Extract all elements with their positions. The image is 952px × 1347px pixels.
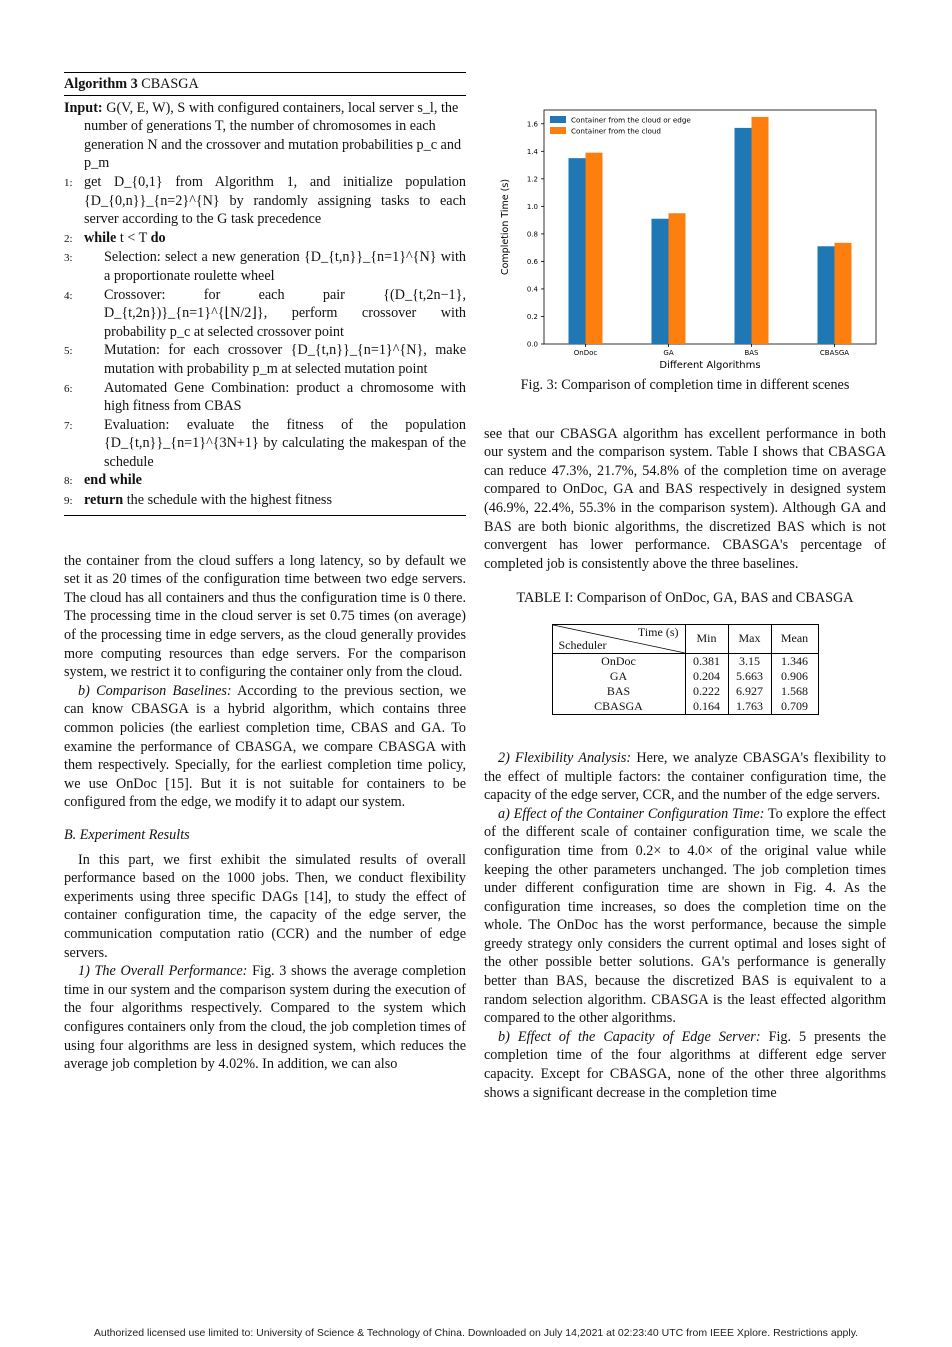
algorithm-title bbox=[64, 73, 466, 96]
algorithm-line bbox=[64, 286, 466, 342]
line-text bbox=[84, 173, 466, 229]
bar-ondoc-series-1 bbox=[569, 158, 586, 344]
bar-bas-series-2 bbox=[752, 117, 769, 344]
table-header-row bbox=[552, 624, 818, 653]
line-text bbox=[84, 379, 466, 416]
capacity-text: Fig. 5 presents the completion time of the four algorithms at different edge server capacity. Except for CBASGA, none of the other three algorithms shows a significant decrease in the completion time bbox=[484, 1028, 886, 1101]
x-axis-label: Different Algorithms bbox=[659, 360, 761, 371]
right-column bbox=[484, 72, 886, 1102]
line-text bbox=[84, 286, 466, 342]
algorithm-line bbox=[64, 491, 466, 511]
table-cell-max: 1.763 bbox=[728, 699, 771, 715]
table-row bbox=[552, 699, 818, 715]
line-body: t < T bbox=[119, 229, 148, 246]
table-cell-mean: 0.906 bbox=[771, 669, 818, 684]
legend-label-2: Container from the cloud bbox=[571, 126, 661, 136]
section-heading: B. Experiment Results bbox=[64, 826, 190, 843]
table-cell-mean: 0.709 bbox=[771, 699, 818, 715]
overall-text: Fig. 3 shows the average completion time in our system and the comparison system during the execution of the four algorithms respectively. Compared to the system which configures containers only from the cloud, the job completion times of using four algorithms are less in designed system, which reduces the average job completion by 4.02%. In addition, we can also bbox=[64, 963, 466, 1073]
algorithm-lines bbox=[64, 173, 466, 511]
bar-ga-series-2 bbox=[669, 213, 686, 344]
y-tick-label: 0.6 bbox=[526, 257, 538, 266]
algorithm-line bbox=[64, 471, 466, 491]
y-axis-label: Completion Time (s) bbox=[500, 178, 511, 276]
header-max: Max bbox=[728, 624, 771, 653]
line-number: 9: bbox=[64, 495, 73, 508]
header-mean: Mean bbox=[771, 624, 818, 653]
x-tick-label: BAS bbox=[744, 349, 759, 357]
table-row bbox=[552, 669, 818, 684]
line-number: 3: bbox=[64, 252, 73, 265]
footer-notice: Authorized licensed use limited to: University of Science & Technology of China. Downloaded on July 14,2021 at 02:23:40 UTC from IEEE Xplore. Restrictions apply. bbox=[93, 1327, 859, 1339]
line-body: get D_{0,1} from Algorithm 1, and initialize population {D_{0,n}}_{n=2}^{N} by randomly assigning tasks to each server according to the G task precedence bbox=[84, 173, 466, 228]
input-label: Input: bbox=[64, 99, 103, 116]
results-table bbox=[552, 624, 819, 715]
line-number: 2: bbox=[64, 232, 73, 245]
line-text bbox=[84, 491, 466, 510]
y-tick-label: 0.2 bbox=[526, 312, 538, 321]
capacity-heading: b) Effect of the Capacity of Edge Server: bbox=[498, 1028, 761, 1045]
overall-heading: 1) The Overall Performance: bbox=[78, 963, 248, 980]
y-tick-label: 1.2 bbox=[526, 175, 538, 184]
line-text bbox=[84, 229, 466, 248]
left-paragraph-4 bbox=[64, 962, 466, 1074]
line-number: 1: bbox=[64, 176, 73, 189]
flexibility-heading: 2) Flexibility Analysis: bbox=[498, 749, 632, 766]
left-paragraph-3: In this part, we first exhibit the simulated results of overall performance based on the 1000 jobs. Then, we conduct flexibility experiments using three specific DAGs [14], to study the effect of container configuration time, the capacity of the edge server, the communication computation ratio (CCR) and the number of edge servers. bbox=[64, 851, 466, 961]
header-min: Min bbox=[685, 624, 728, 653]
table-cell-mean: 1.346 bbox=[771, 653, 818, 669]
y-tick-label: 0.4 bbox=[526, 285, 538, 294]
left-paragraph-2 bbox=[64, 682, 466, 812]
table-caption: TABLE I: Comparison of OnDoc, GA, BAS and CBASGA bbox=[516, 590, 854, 607]
line-keyword: end while bbox=[84, 472, 142, 489]
left-column bbox=[64, 72, 466, 1074]
table-cell-name: BAS bbox=[552, 684, 685, 699]
line-body: Automated Gene Combination: product a chromosome with high fitness from CBAS bbox=[104, 379, 466, 415]
line-text bbox=[84, 471, 466, 490]
table-cell-name: OnDoc bbox=[552, 653, 685, 669]
table-row bbox=[552, 684, 818, 699]
bar-bas-series-1 bbox=[735, 128, 752, 344]
right-paragraph-2 bbox=[484, 749, 886, 805]
right-paragraph-3 bbox=[484, 805, 886, 1028]
right-paragraph-4 bbox=[484, 1028, 886, 1102]
algorithm-line bbox=[64, 229, 466, 249]
legend-label-1: Container from the cloud or edge bbox=[571, 115, 691, 125]
line-body: the schedule with the highest fitness bbox=[126, 492, 332, 509]
y-tick-label: 0.8 bbox=[526, 230, 538, 239]
baselines-heading: b) Comparison Baselines: bbox=[78, 682, 232, 699]
bar-chart bbox=[484, 102, 886, 372]
flexibility-text: Here, we analyze CBASGA's flexibility to the effect of multiple factors: the container configuration time, the capacity of the edge server, CCR, and the number of the edge servers. bbox=[484, 749, 887, 804]
corner-bottom-label: Scheduler bbox=[558, 637, 607, 652]
line-number: 4: bbox=[64, 289, 73, 302]
algorithm-name: CBASGA bbox=[141, 76, 199, 92]
algorithm-line bbox=[64, 248, 466, 285]
figure-3-chart bbox=[484, 102, 886, 372]
table-cell-min: 0.164 bbox=[685, 699, 728, 715]
baselines-text: According to the previous section, we can know CBASGA is a hybrid algorithm, which contains three common policies (the earliest completion time, CBAS and GA. To examine the performance of CBASGA, we compare CBASGA with them respectively. Specially, for the earliest completion time policy, we use OnDoc [15]. But it is not suitable for containers to be configured from the edge, we modify it to adapt our system. bbox=[64, 682, 466, 811]
algorithm-input bbox=[64, 99, 466, 173]
line-keyword: return bbox=[84, 492, 124, 509]
line-number: 7: bbox=[64, 419, 73, 432]
line-keyword: while bbox=[84, 229, 117, 246]
line-text bbox=[84, 248, 466, 285]
algorithm-line bbox=[64, 173, 466, 229]
line-text bbox=[84, 341, 466, 378]
table-cell-min: 0.381 bbox=[685, 653, 728, 669]
input-text: G(V, E, W), S with configured containers, local server s_l, the number of generations T, the number of chromosomes in each generation N and the crossover and mutation probabilities p_c and p_m bbox=[84, 99, 462, 172]
line-body: Evaluation: evaluate the fitness of the population {D_{t,n}}_{n=1}^{3N+1} by calculating the makespan of the schedule bbox=[104, 416, 466, 470]
y-tick-label: 1.6 bbox=[526, 120, 538, 129]
line-body: Selection: select a new generation {D_{t,n}}_{n=1}^{N} with a proportionate roulette wheel bbox=[104, 249, 466, 284]
bar-cbasga-series-2 bbox=[835, 243, 852, 344]
figure-caption: Fig. 3: Comparison of completion time in different scenes bbox=[520, 377, 850, 393]
left-paragraph-1: the container from the cloud suffers a long latency, so by default we set it as 20 times of the configuration time between two edge servers. The cloud has all containers and thus the configuration time is 0 there. The processing time in the cloud server is set 0.75 times (on average) of the processing time in edge servers, as the cloud generally provides more computing resources than edge servers. For the comparison system, we restrict it to configuring the container only from the cloud. bbox=[64, 552, 466, 681]
table-cell-mean: 1.568 bbox=[771, 684, 818, 699]
table-cell-max: 5.663 bbox=[728, 669, 771, 684]
corner-top-label: Time (s) bbox=[637, 624, 679, 639]
line-body: Crossover: for each pair {(D_{t,2n−1}, D_{t,2n})}_{n=1}^{⌊N/2⌋}, perform crossover with probability p_c at selected crossover point bbox=[104, 286, 466, 340]
algorithm-line bbox=[64, 416, 466, 472]
algorithm-label: Algorithm 3 bbox=[64, 76, 138, 92]
bar-ga-series-1 bbox=[652, 219, 669, 344]
x-tick-label: CBASGA bbox=[819, 349, 850, 357]
y-tick-label: 0.0 bbox=[526, 340, 538, 349]
line-number: 6: bbox=[64, 382, 73, 395]
config-time-heading: a) Effect of the Container Configuration Time: bbox=[498, 805, 765, 822]
legend-swatch-2 bbox=[550, 127, 566, 134]
table-corner-cell bbox=[552, 624, 685, 653]
table-cell-max: 3.15 bbox=[728, 653, 771, 669]
line-keyword: do bbox=[150, 229, 166, 246]
x-tick-label: OnDoc bbox=[573, 349, 598, 357]
legend-swatch-1 bbox=[550, 116, 566, 123]
table-cell-name: CBASGA bbox=[552, 699, 685, 715]
config-time-text: To explore the effect of the different scale of container configuration time, we scale the configuration time from 0.2× to 4.0× of the original value while keeping the other parameters unchanged. The job completion times under different configuration time are shown in Fig. 4. As the configuration time increases, so does the completion time on the whole. The OnDoc has the worst performance, because the simple greedy strategy only considers the current optimal and loses sight of the other possible better solutions. GA's performance is generally better than BAS, because the discretized BAS is equivalent to a random selection algorithm. CBASGA is the least effected algorithm compared to the other algorithms. bbox=[484, 805, 886, 1027]
algorithm-line bbox=[64, 379, 466, 416]
algorithm-box bbox=[64, 72, 466, 516]
algorithm-line bbox=[64, 341, 466, 378]
y-tick-label: 1.0 bbox=[526, 202, 538, 211]
table-cell-min: 0.204 bbox=[685, 669, 728, 684]
line-body: Mutation: for each crossover {D_{t,n}}_{n=1}^{N}, make mutation with probability p_m at selected mutation point bbox=[104, 342, 466, 377]
y-tick-label: 1.4 bbox=[526, 147, 538, 156]
line-number: 5: bbox=[64, 345, 73, 358]
table-cell-name: GA bbox=[552, 669, 685, 684]
line-number: 8: bbox=[64, 475, 73, 488]
table-cell-max: 6.927 bbox=[728, 684, 771, 699]
bar-cbasga-series-1 bbox=[818, 246, 835, 344]
x-tick-label: GA bbox=[663, 349, 674, 357]
bar-ondoc-series-2 bbox=[586, 153, 603, 344]
right-paragraph-1: see that our CBASGA algorithm has excellent performance in both our system and the comparison system. Table I shows that CBASGA can reduce 47.3%, 21.7%, 54.8% of the completion time on average compared to OnDoc, GA and BAS respectively in designed system (46.9%, 22.4%, 55.3% in the comparison system). Although GA and BAS are both bionic algorithms, the discretized BAS which is not convergent has lower performance. CBASGA's percentage of completed job is consistently above the three baselines. bbox=[484, 425, 886, 572]
line-text bbox=[84, 416, 466, 472]
table-row bbox=[552, 653, 818, 669]
table-body bbox=[552, 653, 818, 714]
table-cell-min: 0.222 bbox=[685, 684, 728, 699]
